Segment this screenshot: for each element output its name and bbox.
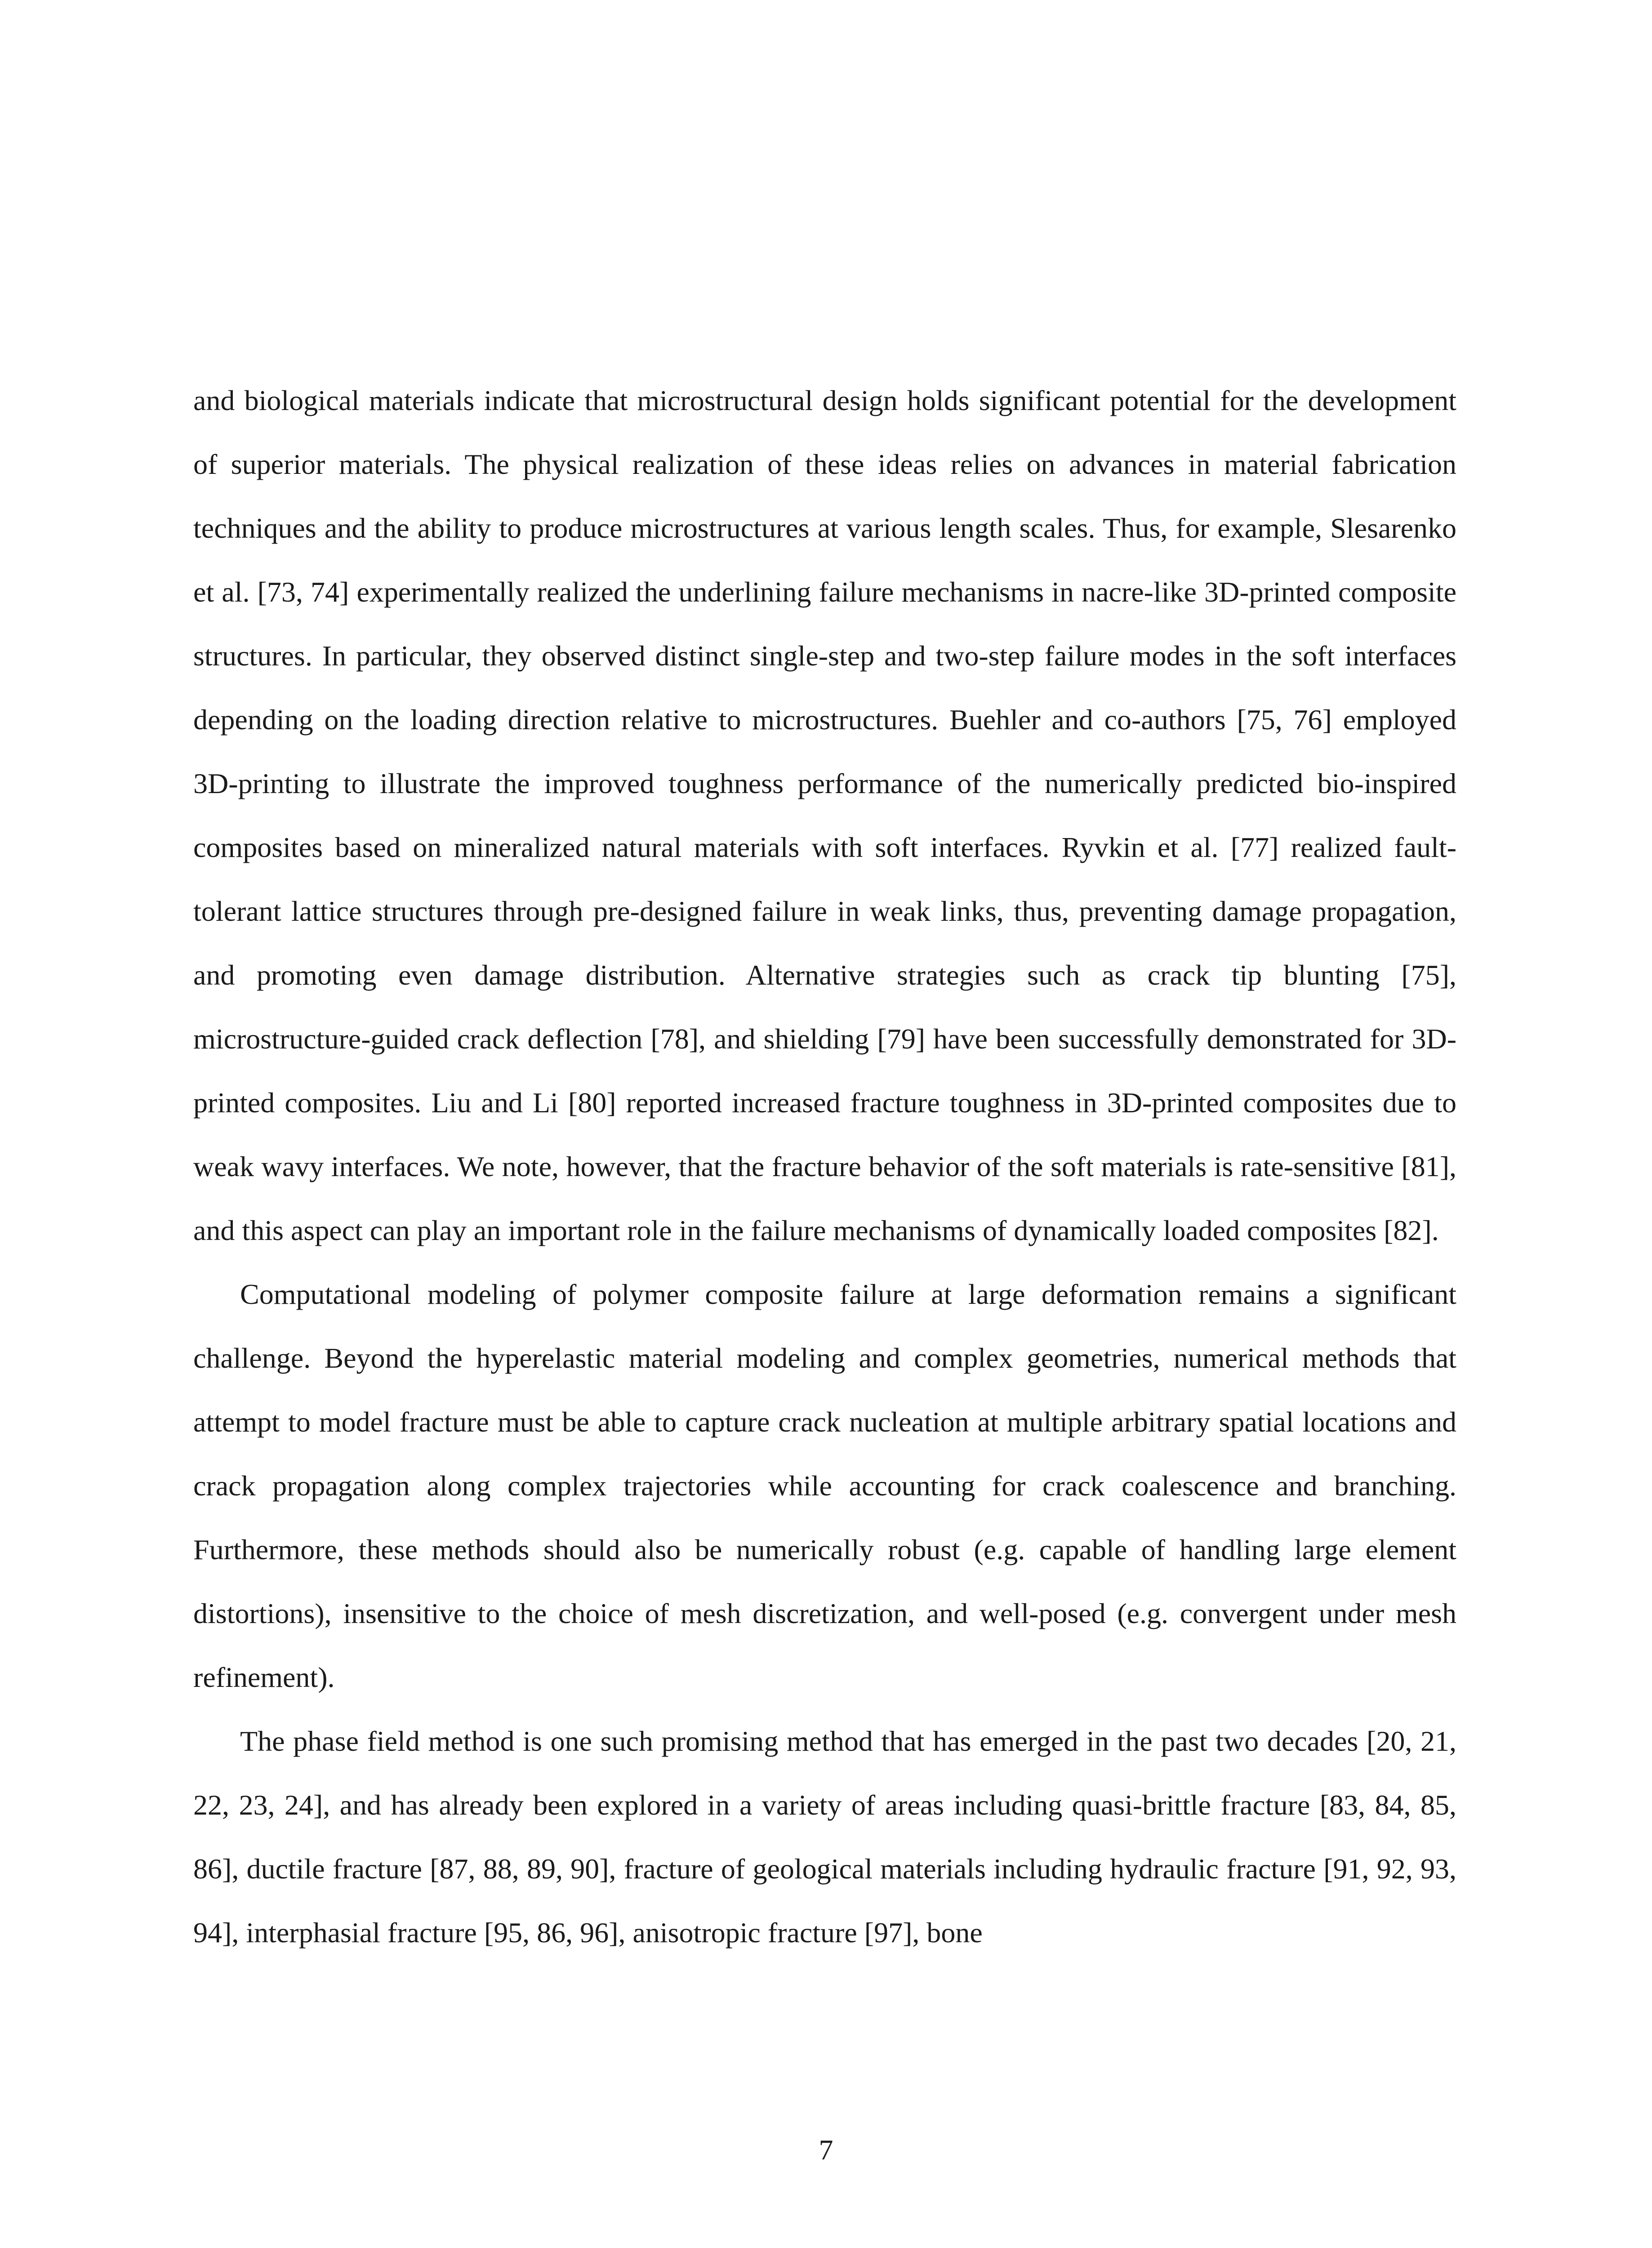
body-text xyxy=(193,369,1456,1965)
paragraph-continued: and biological materials indicate that microstructural design holds significant potential for the development of superior materials. The physical realization of these ideas relies on advances in material fabrication techniques and the ability to produce microstructures at various length scales. Thus, for example, Slesarenko et al. [73, 74] experimentally realized the underlining failure mechanisms in nacre-like 3D-printed composite structures. In particular, they observed distinct single-step and two-step failure modes in the soft interfaces depending on the loading direction relative to microstructures. Buehler and co-authors [75, 76] employed 3D-printing to illustrate the improved toughness performance of the numerically predicted bio-inspired composites based on mineralized natural materials with soft interfaces. Ryvkin et al. [77] realized fault-tolerant lattice structures through pre-designed failure in weak links, thus, preventing damage propagation, and promoting even damage distribution. Alternative strategies such as crack tip blunting [75], microstructure-guided crack deflection [78], and shielding [79] have been successfully demonstrated for 3D-printed composites. Liu and Li [80] reported increased fracture toughness in 3D-printed composites due to weak wavy interfaces. We note, however, that the fracture behavior of the soft materials is rate-sensitive [81], and this aspect can play an important role in the failure mechanisms of dynamically loaded composites [82]. xyxy=(193,384,1456,1246)
page-number: 7 xyxy=(819,2134,833,2166)
paragraph-phase-field: The phase field method is one such promising method that has emerged in the past two decades [20, 21, 22, 23, 24], and has already been explored in a variety of areas including quasi-brittle fracture [83, 84, 85, 86], ductile fracture [87, 88, 89, 90], fracture of geological materials including hydraulic fracture [91, 92, 93, 94], interphasial fracture [95, 86, 96], anisotropic fracture [97], bone xyxy=(193,1725,1456,1949)
paragraph-computational-modeling: Computational modeling of polymer composite failure at large deformation remains a significant challenge. Beyond the hyperelastic material modeling and complex geometries, numerical methods that attempt to model fracture must be able to capture crack nucleation at multiple arbitrary spatial locations and crack propagation along complex trajectories while accounting for crack coalescence and branching. Furthermore, these methods should also be numerically robust (e.g. capable of handling large element distortions), insensitive to the choice of mesh discretization, and well-posed (e.g. convergent under mesh refinement). xyxy=(193,1278,1456,1693)
